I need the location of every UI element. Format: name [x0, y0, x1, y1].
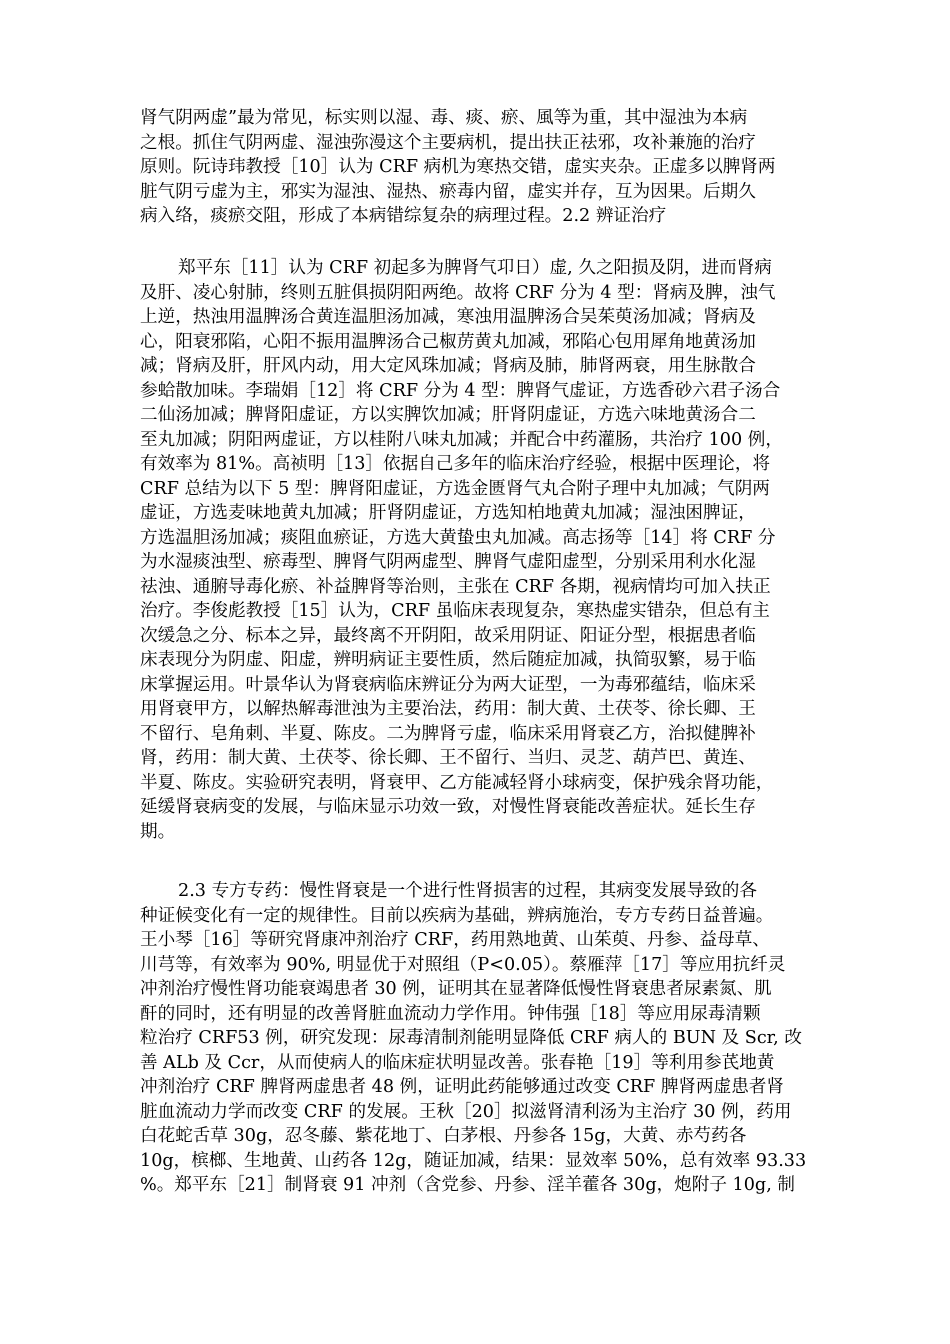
paragraph-syndrome-differentiation: [140, 256, 820, 844]
text-line: 二仙汤加减；脾肾阳虚证，方以实脾饮加减；肝肾阴虚证，方选六味地黄汤合二: [140, 405, 756, 425]
text-line: 虚证，方选麦味地黄丸加减；肝肾阴虚证，方选知柏地黄丸加减；湿浊困脾证，: [140, 503, 756, 523]
text-line: 原则。阮诗玮教授［10］认为 CRF 病机为寒热交错，虚实夹杂。正虚多以脾肾两: [140, 157, 776, 177]
text-line: 心，阳衰邪陷，心阳不振用温脾汤合己椒苈黄丸加减，邪陷心包用犀角地黄汤加: [140, 331, 756, 352]
text-line: 10g，槟榔、生地黄、山药各 12g，随证加减，结果：显效率 50%，总有效率 93.33: [140, 1150, 807, 1171]
text-line: 延缓肾衰病变的发展，与临床显示功效一致，对慢性肾衰能改善症状。延长生存: [140, 797, 756, 817]
text-line: 为水湿痰浊型、瘀毒型、脾肾气阴两虚型、脾肾气虚阳虚型，分别采用利水化湿: [140, 552, 756, 572]
paragraph-pathogenesis: [140, 106, 820, 229]
text-line: 白花蛇舌草 30g，忍冬藤、紫花地丁、白茅根、丹参各 15g，大黄、赤芍药各: [140, 1126, 747, 1146]
text-line: 脏气阴亏虚为主，邪实为湿浊、湿热、瘀毒内留，虚实并存，互为因果。后期久: [140, 181, 756, 202]
text-line: 2.3 专方专药：慢性肾衰是一个进行性肾损害的过程，其病变发展导致的各: [178, 881, 757, 901]
text-line: 用肾衰甲方，以解热解毒泄浊为主要治法，药用：制大黄、土茯苓、徐长卿、王: [140, 699, 756, 719]
text-line: 参蛤散加味。李瑞娟［12］将 CRF 分为 4 型：脾肾气虚证，方选香砂六君子汤合: [140, 380, 781, 401]
text-line: 肾，药用：制大黄、土茯苓、徐长卿、王不留行、当归、灵芝、葫芦巴、黄连、: [140, 748, 756, 768]
text-line: 及肝、凌心射肺，终则五脏俱损阴阳两绝。故将 CRF 分为 4 型：肾病及脾，浊气: [140, 282, 776, 303]
text-line: 肾气阴两虚”最为常见，标实则以湿、毒、痰、瘀、風等为重，其中湿浊为本病: [140, 108, 748, 128]
text-line: 治疗。李俊彪教授［15］认为，CRF 虽临床表现复杂，寒热虚实错杂，但总有主: [140, 601, 770, 621]
text-line: %。郑平东［21］制肾衰 91 冲剂（含党参、丹参、淫羊藿各 30g，炮附子 10g, 制: [140, 1175, 795, 1195]
text-line: 次缓急之分、标本之异，最终离不开阴阳，故采用阴证、阳证分型，根据患者临: [140, 625, 756, 646]
text-line: 郑平东［11］认为 CRF 初起多为脾肾气卭日）虚, 久之阳损及阴，进而肾病: [178, 258, 772, 278]
text-line: 冲剂治疗慢性肾功能衰竭患者 30 例，证明其在显著降低慢性肾衰患者尿素氮、肌: [140, 979, 772, 999]
text-line: 不留行、皂角刺、半夏、陈皮。二为脾肾亏虚，临床采用肾衰乙方，治拟健脾补: [140, 723, 756, 744]
text-line: 床表现分为阴虚、阳虚，辨明病证主要性质，然后随症加减，执简驭繁，易于临: [140, 650, 756, 670]
text-line: 至丸加减；阴阳两虚证，方以桂附八味丸加减；并配合中药灌肠，共治疗 100 例，: [140, 429, 783, 450]
text-line: 川芎等，有效率为 90%, 明显优于对照组（P<0.05）。蔡雁萍［17］等应用抗纤灵: [140, 954, 786, 975]
text-line: 床掌握运用。叶景华认为肾衰病临床辨证分为两大证型，一为毒邪蕴结，临床采: [140, 674, 756, 695]
text-line: 半夏、陈皮。实验研究表明，肾衰甲、乙方能减轻肾小球病变，保护残余肾功能，: [140, 772, 774, 793]
text-line: 粒治疗 CRF53 例，研究发现：尿毒清制剂能明显降低 CRF 病人的 BUN 及 Scr, 改: [140, 1028, 802, 1048]
text-line: 减；肾病及肝，肝风内动，用大定风珠加减；肾病及肺，肺肾两衰，用生脉散合: [140, 356, 756, 376]
paragraph-special-prescriptions: [140, 879, 820, 1198]
text-line: 方选温胆汤加减；痰阻血瘀证，方选大黄蛰虫丸加减。高志扬等［14］将 CRF 分: [140, 527, 776, 548]
text-line: 有效率为 81%。高祯明［13］依据自己多年的临床治疗经验，根据中医理论，将: [140, 454, 771, 474]
text-line: 祛浊、通腑导毒化瘀、补益脾肾等治则，主张在 CRF 各期，视病情均可加入扶正: [140, 576, 771, 597]
text-line: 酐的同时，还有明显的改善肾脏血流动力学作用。钟伟强［18］等应用尿毒清颗: [140, 1003, 761, 1024]
text-line: 冲剂治疗 CRF 脾肾两虚患者 48 例，证明此药能够通过改变 CRF 脾肾两虚患者肾: [140, 1077, 784, 1097]
text-line: CRF 总结为以下 5 型：脾肾阳虚证，方选金匮肾气丸合附子理中丸加减；气阴两: [140, 478, 770, 499]
text-line: 期。: [140, 821, 176, 842]
text-line: 种证候变化有一定的规律性。目前以疾病为基础，辨病施治，专方专药日益普遍。: [140, 905, 774, 926]
text-line: 之根。抓住气阴两虚、湿浊弥漫这个主要病机，提出扶正祛邪，攻补兼施的治疗: [140, 132, 756, 153]
text-line: 善 ALb 及 Ccr，从而使病人的临床症状明显改善。张春艳［19］等利用参芪地黄: [140, 1052, 775, 1073]
text-line: 王小琴［16］等研究肾康冲剂治疗 CRF，药用熟地黄、山茱萸、丹参、益母草、: [140, 930, 770, 950]
text-line: 上逆，热浊用温脾汤合黄连温胆汤加减，寒浊用温脾汤合吴茱萸汤加减；肾病及: [140, 307, 756, 327]
text-line: 脏血流动力学而改变 CRF 的发展。王秋［20］拟滋肾清利汤为主治疗 30 例，药用: [140, 1101, 792, 1122]
text-line: 病入络，痰瘀交阻，形成了本病错综复杂的病理过程。2.2 辨证治疗: [140, 206, 667, 226]
